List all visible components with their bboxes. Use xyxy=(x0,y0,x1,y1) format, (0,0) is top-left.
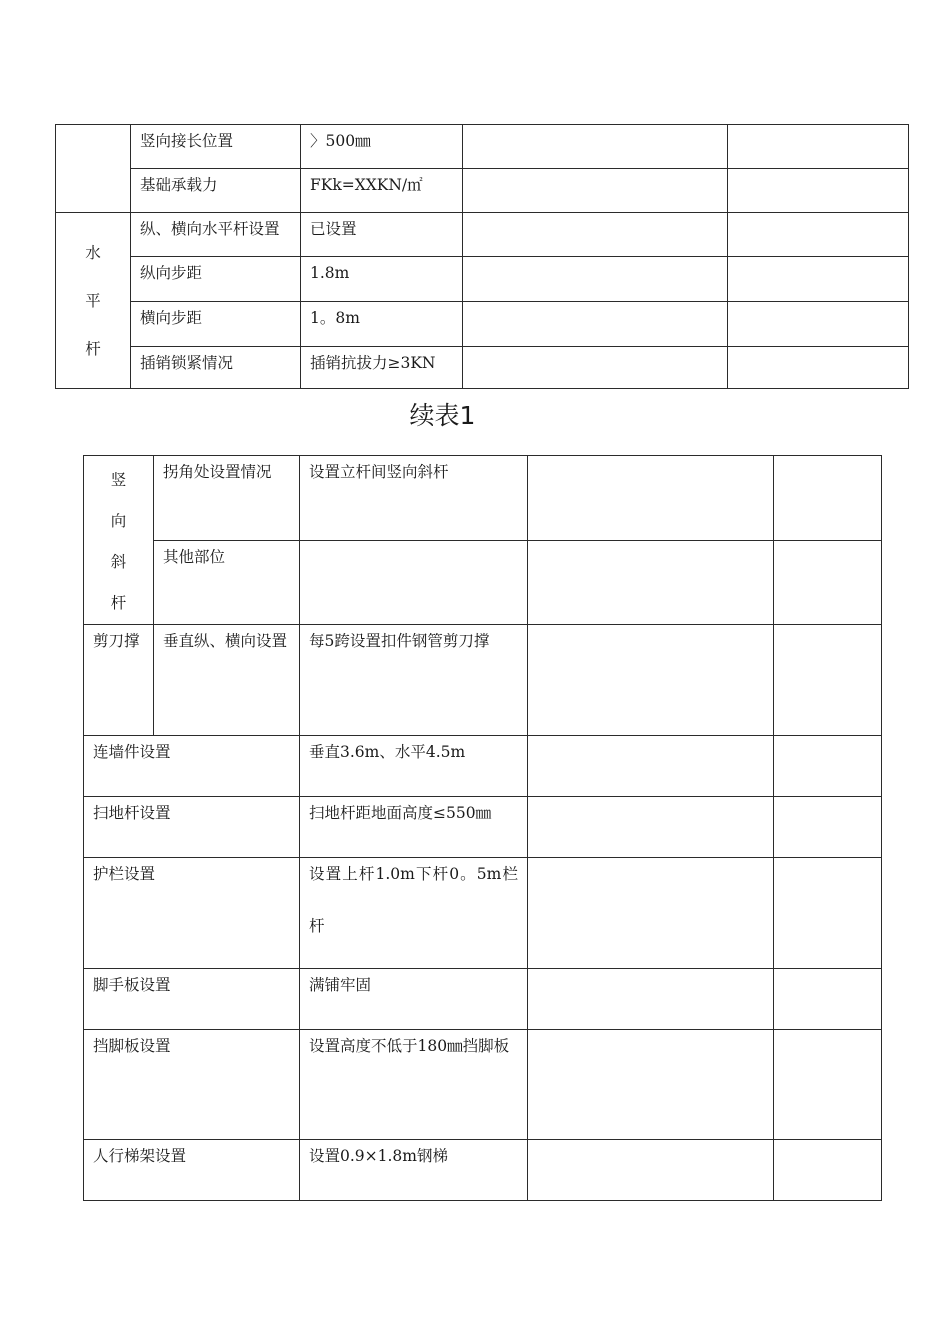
remark-cell xyxy=(774,797,882,858)
result-cell xyxy=(463,347,728,389)
requirement-cell: 〉500㎜ xyxy=(301,125,463,169)
result-cell xyxy=(463,302,728,347)
requirement-cell: 插销抗拔力≥3KN xyxy=(301,347,463,389)
item-cell: 拐角处设置情况 xyxy=(154,456,300,541)
category-char: 斜 xyxy=(110,553,127,571)
remark-cell xyxy=(774,540,882,625)
category-char: 杆 xyxy=(85,339,101,358)
empty-category-cell xyxy=(56,125,131,213)
table-row xyxy=(56,302,909,347)
requirement-cell: 已设置 xyxy=(301,213,463,257)
item-cell: 连墙件设置 xyxy=(84,736,300,797)
requirement-cell: 设置立杆间竖向斜杆 xyxy=(300,456,528,541)
requirement-cell: 扫地杆距地面高度≤550㎜ xyxy=(300,797,528,858)
remark-cell xyxy=(728,169,909,213)
result-cell xyxy=(528,625,774,736)
item-cell: 竖向接长位置 xyxy=(131,125,301,169)
result-cell xyxy=(528,858,774,969)
result-cell xyxy=(463,257,728,302)
table-row xyxy=(56,347,909,389)
category-char: 水 xyxy=(85,243,101,262)
inspection-table-2 xyxy=(83,455,882,1201)
table-row xyxy=(84,858,882,969)
requirement-cell: 垂直3.6m、水平4.5m xyxy=(300,736,528,797)
item-cell: 纵、横向水平杆设置 xyxy=(131,213,301,257)
item-cell: 基础承载力 xyxy=(131,169,301,213)
table-row xyxy=(84,1030,882,1140)
remark-cell xyxy=(774,625,882,736)
result-cell xyxy=(528,540,774,625)
requirement-text: 设置高度不低于180㎜挡脚板 xyxy=(309,1037,510,1055)
table-row xyxy=(84,540,882,625)
item-cell: 其他部位 xyxy=(154,540,300,625)
category-char: 向 xyxy=(110,512,127,530)
requirement-cell: 1.8m xyxy=(301,257,463,302)
requirement-cell: 设置0.9×1.8m钢梯 xyxy=(300,1140,528,1201)
table-row xyxy=(56,257,909,302)
table-row xyxy=(56,169,909,213)
remark-cell xyxy=(728,347,909,389)
item-cell: 人行梯架设置 xyxy=(84,1140,300,1201)
remark-cell xyxy=(774,1030,882,1140)
requirement-cell xyxy=(300,858,528,969)
item-cell xyxy=(154,625,300,736)
remark-cell xyxy=(774,456,882,541)
remark-cell xyxy=(774,969,882,1030)
result-cell xyxy=(528,1030,774,1140)
item-cell: 护栏设置 xyxy=(84,858,300,969)
category-char: 平 xyxy=(85,291,101,310)
result-cell xyxy=(463,125,728,169)
requirement-cell xyxy=(300,1030,528,1140)
result-cell xyxy=(528,797,774,858)
category-horizontal-bar xyxy=(56,213,131,389)
item-cell: 横向步距 xyxy=(131,302,301,347)
item-cell: 挡脚板设置 xyxy=(84,1030,300,1140)
table-row xyxy=(84,625,882,736)
remark-cell xyxy=(774,736,882,797)
remark-cell xyxy=(728,125,909,169)
requirement-cell: 每5跨设置扣件钢管剪刀撑 xyxy=(300,625,528,736)
table-row xyxy=(56,213,909,257)
remark-cell xyxy=(774,858,882,969)
item-cell: 插销锁紧情况 xyxy=(131,347,301,389)
category-vertical-diagonal xyxy=(84,456,154,625)
requirement-cell: 1。8m xyxy=(301,302,463,347)
result-cell xyxy=(528,1140,774,1201)
requirement-cell: FKk=XXKN/㎡ xyxy=(301,169,463,213)
table-row xyxy=(84,736,882,797)
item-cell: 脚手板设置 xyxy=(84,969,300,1030)
remark-cell xyxy=(728,257,909,302)
inspection-table-1 xyxy=(55,124,909,389)
table-row xyxy=(56,125,909,169)
table-row xyxy=(84,456,882,541)
table-title: 续表1 xyxy=(409,401,476,430)
item-cell: 扫地杆设置 xyxy=(84,797,300,858)
table-row xyxy=(84,1140,882,1201)
result-cell xyxy=(463,213,728,257)
category-char: 竖 xyxy=(110,471,127,489)
requirement-cell: 满铺牢固 xyxy=(300,969,528,1030)
result-cell xyxy=(528,456,774,541)
remark-cell xyxy=(728,213,909,257)
remark-cell xyxy=(728,302,909,347)
category-cell: 剪刀撑 xyxy=(84,625,154,736)
item-cell: 纵向步距 xyxy=(131,257,301,302)
requirement-cell xyxy=(300,540,528,625)
requirement-text: 设置上杆1.0m下杆0。5m栏杆 xyxy=(309,865,518,935)
result-cell xyxy=(463,169,728,213)
item-text: 垂直纵、横向设置 xyxy=(163,632,288,650)
result-cell xyxy=(528,736,774,797)
remark-cell xyxy=(774,1140,882,1201)
result-cell xyxy=(528,969,774,1030)
category-char: 杆 xyxy=(110,594,127,612)
